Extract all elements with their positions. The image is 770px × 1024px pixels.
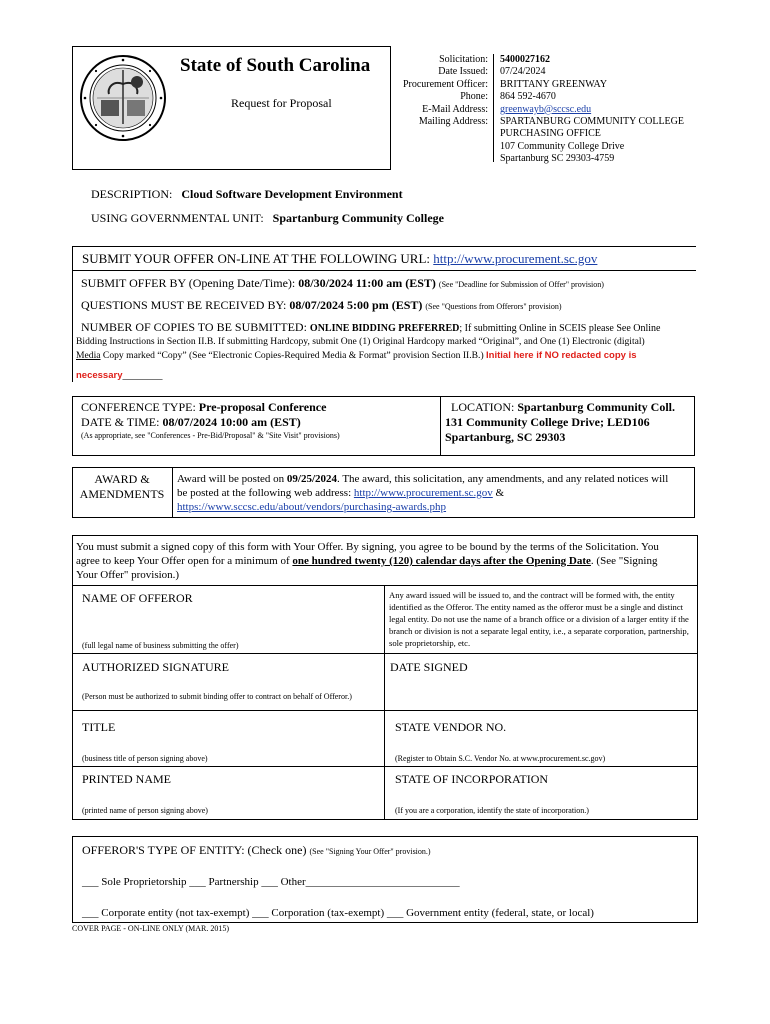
submit-by-note: (See "Deadline for Submission of Offer" provision) bbox=[438, 280, 604, 289]
conference-date-label: DATE & TIME: bbox=[81, 415, 160, 429]
award-text-3: be posted at the following web address: bbox=[177, 487, 354, 499]
award-date: 09/25/2024 bbox=[286, 473, 338, 485]
email-label: E-Mail Address: bbox=[422, 103, 488, 115]
questions-note: (See "Questions from Offerors" provision) bbox=[425, 302, 562, 311]
state-title: State of South Carolina bbox=[180, 55, 371, 76]
award-label-1: AWARD & bbox=[94, 472, 150, 486]
initial-here-text: Initial here if NO redacted copy is bbox=[486, 350, 637, 361]
conference-type-value: Pre-proposal Conference bbox=[198, 400, 327, 414]
printed-name-field[interactable] bbox=[76, 786, 380, 802]
copies-text-1: ; If submitting Online in SCEIS please See Online bbox=[459, 323, 661, 334]
location-line-1: Spartanburg Community Coll. bbox=[517, 400, 676, 414]
copies-text-3-line bbox=[76, 350, 637, 361]
media-word: Media bbox=[76, 350, 101, 361]
offer-intro-3: Your Offer" provision.) bbox=[76, 569, 180, 581]
address-line-3: Spartanburg SC 29303-4759 bbox=[500, 153, 615, 165]
address-line-2: 107 Community College Drive bbox=[500, 140, 625, 152]
header-values bbox=[500, 54, 684, 166]
conference-date-value: 08/07/2024 10:00 am (EST) bbox=[162, 415, 301, 429]
mailing-address-value: SPARTANBURG COMMUNITY COLLEGE bbox=[500, 116, 684, 128]
printed-name-label: PRINTED NAME bbox=[82, 772, 171, 786]
state-of-incorporation-field[interactable] bbox=[388, 786, 694, 802]
award-procurement-link[interactable]: http://www.procurement.sc.gov bbox=[353, 487, 493, 499]
award-entity-note: Any award issued will be issued to, and the contract will be formed with, the entity identified as the Offeror. The entity named as the offeror must be a single and distinct legal entity. Do not use the name of a branch office or a division of a larger entity if the branch or division is not a separate legal entity, i.e., a separate corporation, partnership, sole proprietorship, etc. bbox=[389, 590, 689, 648]
submit-divider bbox=[72, 270, 696, 271]
date-signed-label: DATE SIGNED bbox=[390, 660, 468, 674]
date-issued-value: 07/24/2024 bbox=[500, 66, 546, 78]
questions-value: 08/07/2024 5:00 pm (EST) bbox=[289, 298, 423, 312]
authorized-signature-field[interactable] bbox=[76, 674, 380, 690]
award-divider bbox=[172, 467, 173, 518]
title-note: (business title of person signing above) bbox=[82, 754, 208, 763]
copies-text-3: Copy marked “Copy” (See “Electronic Copies-Required Media & Format” provision Section II.B.) bbox=[100, 350, 484, 361]
solicitation-label: Solicitation: bbox=[439, 54, 488, 65]
address-line-1: PURCHASING OFFICE bbox=[500, 128, 601, 140]
title-label: TITLE bbox=[82, 720, 116, 734]
description-line bbox=[91, 187, 403, 202]
description-label: DESCRIPTION: bbox=[91, 187, 173, 201]
entity-options-2[interactable]: ___ Corporate entity (not tax-exempt) ___ Corporation (tax-exempt) ___ Government entity (federal, state, or local) bbox=[82, 907, 594, 919]
procurement-officer-value: BRITTANY GREENWAY bbox=[500, 78, 608, 90]
procurement-officer-label: Procurement Officer: bbox=[402, 78, 488, 90]
printed-name-note: (printed name of person signing above) bbox=[82, 806, 208, 815]
offer-grid-mid bbox=[384, 585, 385, 820]
title-field[interactable] bbox=[76, 734, 380, 750]
submit-by-value: 08/30/2024 11:00 am (EST) bbox=[298, 276, 436, 290]
award-amp: & bbox=[492, 487, 505, 499]
offer-grid-row2 bbox=[72, 710, 698, 711]
award-label-2: AMENDMENTS bbox=[79, 487, 165, 501]
phone-value: 864 592-4670 bbox=[500, 91, 556, 103]
state-of-incorporation-note: (If you are a corporation, identify the state of incorporation.) bbox=[395, 806, 589, 815]
south-carolina-seal-icon bbox=[79, 54, 167, 142]
date-issued-label: Date Issued: bbox=[438, 66, 488, 78]
email-link[interactable]: greenwayb@sccsc.edu bbox=[500, 103, 592, 115]
conference-note: (As appropriate, see "Conferences - Pre-Bid/Proposal" & "Site Visit" provisions) bbox=[81, 431, 340, 440]
offer-intro-2b: one hundred twenty (120) calendar days after the Opening Date bbox=[292, 555, 591, 567]
governmental-unit-line bbox=[91, 211, 444, 226]
footer-text: COVER PAGE - ON-LINE ONLY (MAR. 2015) bbox=[72, 924, 230, 933]
copies-text-2: Bidding Instructions in Section II.B. If submitting Hardcopy, submit One (1) Original Hardcopy marked “Original”, and One (1) Electronic (digital) bbox=[76, 336, 645, 347]
authorized-signature-note: (Person must be authorized to submit binding offer to contract on behalf of Offeror.) bbox=[82, 692, 352, 701]
award-label bbox=[72, 472, 172, 502]
offer-intro-1: You must submit a signed copy of this form with Your Offer. By signing, you agree to be bound by the terms of the Solicitation. You bbox=[76, 541, 659, 553]
initial-blank[interactable]: ________ bbox=[122, 370, 163, 381]
location-line-2: 131 Community College Drive; LED106 bbox=[445, 415, 650, 429]
award-text-1: Award will be posted on bbox=[177, 473, 287, 485]
name-of-offeror-field[interactable] bbox=[76, 606, 380, 636]
state-of-incorporation-label: STATE OF INCORPORATION bbox=[395, 772, 549, 786]
location-label: LOCATION: bbox=[451, 400, 515, 414]
location-block bbox=[445, 400, 675, 445]
submit-url-line bbox=[82, 251, 597, 267]
initial-line bbox=[76, 365, 162, 383]
offer-grid-row3 bbox=[72, 766, 698, 767]
date-signed-field[interactable] bbox=[388, 674, 694, 706]
solicitation-number: 5400027162 bbox=[500, 54, 550, 65]
state-vendor-field[interactable] bbox=[388, 734, 694, 750]
copies-line bbox=[81, 320, 660, 335]
entity-type-label: OFFEROR'S TYPE OF ENTITY: (Check one) bbox=[82, 843, 307, 857]
location-line-3: Spartanburg, SC 29303 bbox=[445, 430, 566, 444]
questions-label: QUESTIONS MUST BE RECEIVED BY: bbox=[81, 298, 287, 312]
award-text bbox=[177, 472, 668, 514]
name-of-offeror-note: (full legal name of business submitting the offer) bbox=[82, 641, 239, 650]
header-labels bbox=[392, 54, 488, 128]
entity-options-1[interactable]: ___ Sole Proprietorship ___ Partnership ___ Other____________________________ bbox=[82, 876, 460, 888]
procurement-url-link[interactable]: http://www.procurement.sc.gov bbox=[433, 251, 598, 266]
description-value: Cloud Software Development Environment bbox=[181, 187, 403, 201]
initial-necessary-text: necessary bbox=[76, 370, 123, 381]
conference-type-label: CONFERENCE TYPE: bbox=[81, 400, 196, 414]
submit-by-label: SUBMIT OFFER BY (Opening Date/Time): bbox=[81, 276, 296, 290]
rfp-subtitle: Request for Proposal bbox=[231, 96, 332, 110]
award-sccsc-link[interactable]: https://www.sccsc.edu/about/vendors/purchasing-awards.php bbox=[177, 501, 447, 513]
offer-intro-2c: . (See "Signing bbox=[590, 555, 658, 567]
header-divider bbox=[493, 54, 494, 162]
online-bidding-preferred: ONLINE BIDDING PREFERRED bbox=[309, 323, 460, 334]
award-text-2: . The award, this solicitation, any amendments, and any related notices will bbox=[337, 473, 669, 485]
entity-type-note: (See "Signing Your Offer" provision.) bbox=[309, 847, 431, 856]
name-of-offeror-label: NAME OF OFFEROR bbox=[82, 591, 193, 605]
copies-label: NUMBER OF COPIES TO BE SUBMITTED: bbox=[81, 320, 307, 334]
conference-divider bbox=[440, 396, 441, 456]
state-vendor-note: (Register to Obtain S.C. Vendor No. at www.procurement.sc.gov) bbox=[395, 754, 606, 763]
submit-by-line bbox=[81, 276, 604, 291]
questions-line bbox=[81, 298, 562, 313]
state-vendor-label: STATE VENDOR NO. bbox=[395, 720, 507, 734]
submit-url-label: SUBMIT YOUR OFFER ON-LINE AT THE FOLLOWING URL: bbox=[82, 251, 430, 266]
conference-type-line bbox=[81, 400, 326, 415]
mailing-address-label: Mailing Address: bbox=[418, 116, 488, 128]
offer-grid-top bbox=[72, 585, 698, 586]
offer-grid-row1 bbox=[72, 653, 698, 654]
offer-intro-2a: agree to keep Your Offer open for a minimum of bbox=[76, 555, 293, 567]
entity-type-line bbox=[82, 843, 431, 858]
governmental-unit-value: Spartanburg Community College bbox=[272, 211, 444, 225]
phone-label: Phone: bbox=[460, 91, 488, 103]
authorized-signature-label: AUTHORIZED SIGNATURE bbox=[82, 660, 229, 674]
conference-date-line bbox=[81, 415, 301, 430]
governmental-unit-label: USING GOVERNMENTAL UNIT: bbox=[91, 211, 264, 225]
offer-intro bbox=[76, 540, 659, 582]
